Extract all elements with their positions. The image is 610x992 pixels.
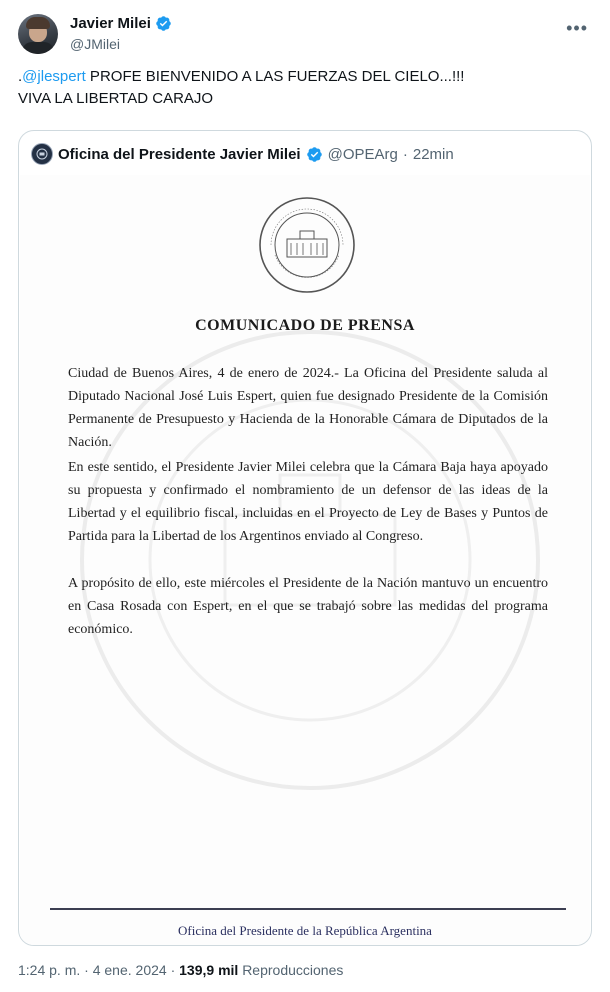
tweet-text: [18, 66, 588, 110]
tweet-metadata: [18, 962, 343, 978]
quoted-handle[interactable]: @OPEArg: [327, 145, 398, 163]
press-release-image[interactable]: [20, 175, 590, 945]
author-avatar[interactable]: [18, 14, 58, 54]
tweet-prefix: .: [18, 68, 23, 85]
presidential-seal-icon: [257, 195, 357, 295]
meta-dot-2: ·: [170, 962, 176, 978]
quoted-time[interactable]: 22min: [412, 145, 454, 163]
quoted-tweet[interactable]: [18, 130, 592, 946]
press-release-footer: Oficina del Presidente de la República Argentina: [178, 923, 432, 938]
mention-link[interactable]: @jlespert: [22, 68, 86, 85]
quoted-verified-badge-icon: [306, 146, 323, 163]
press-release-paragraph-2: En este sentido, el Presidente Javier Milei celebra que la Cámara Baja haya apoyado su propuesta y confirmado el nombramiento de un defensor de las ideas de la Libertad y el equilibrio fiscal, incluidas en el Proyecto de Ley de Bases y Puntos de Partida para la Libertad de los Argentinos enviado al Congreso.: [68, 460, 548, 544]
tweet-line2: VIVA LA LIBERTAD CARAJO: [18, 90, 214, 107]
quoted-avatar[interactable]: [31, 143, 53, 165]
quoted-header: [31, 143, 454, 165]
quoted-name[interactable]: Oficina del Presidente Javier Milei: [58, 145, 301, 163]
tweet-header: [18, 12, 592, 58]
quoted-separator: ·: [402, 145, 408, 163]
views-count: 139,9 mil: [179, 962, 239, 978]
tweet-time[interactable]: 1:24 p. m.: [18, 962, 81, 978]
meta-dot: ·: [84, 962, 89, 978]
press-release-paragraph-1: Ciudad de Buenos Aires, 4 de enero de 2024.- La Oficina del Presidente saluda al Diputado Nacional José Luis Espert, quien fue designado Presidente de la Comisión Permanente de Presupuesto y Hacienda de la Honorable Cámara de Diputados de la Nación.: [68, 366, 548, 450]
press-release-title: COMUNICADO DE PRENSA: [195, 317, 415, 334]
verified-badge-icon: [155, 15, 172, 32]
tweet-date[interactable]: 4 ene. 2024: [92, 962, 167, 978]
press-release-paragraph-3: A propósito de ello, este miércoles el Presidente de la Nación mantuvo un encuentro en Casa Rosada con Espert, en el que se trabajó sobre las medidas del programa económico.: [68, 576, 548, 637]
footer-divider: [50, 908, 566, 910]
seal-mini-icon: [36, 148, 48, 160]
author-name[interactable]: Javier Milei: [70, 15, 151, 32]
more-options-icon[interactable]: •••: [566, 18, 588, 38]
views-label: Reproducciones: [242, 962, 344, 978]
author-handle[interactable]: @JMilei: [70, 36, 120, 52]
tweet-line1: PROFE BIENVENIDO A LAS FUERZAS DEL CIELO...!!!: [85, 68, 465, 85]
author-name-row[interactable]: [70, 15, 172, 32]
